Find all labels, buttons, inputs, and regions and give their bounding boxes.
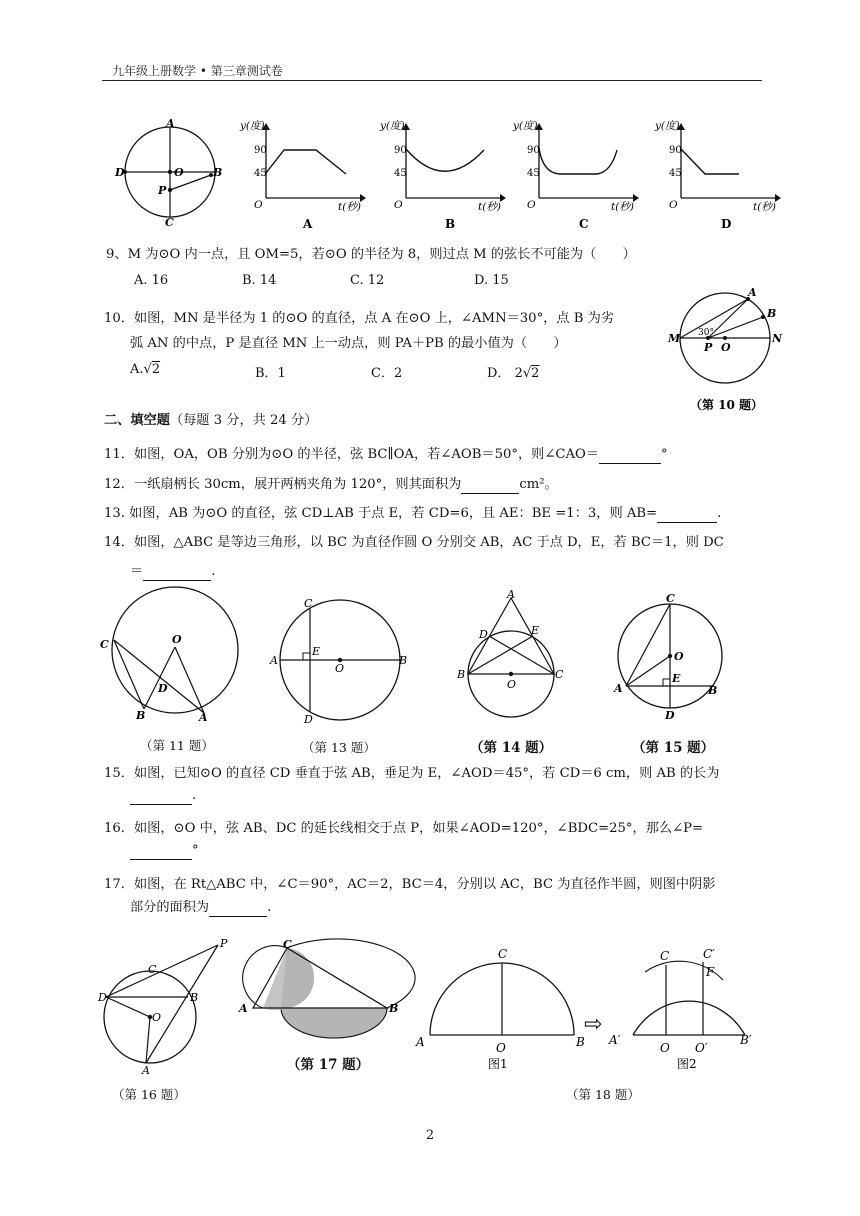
graph-option-a bbox=[240, 118, 365, 233]
q18-figure-2 bbox=[605, 940, 765, 1071]
graph-d-xlabel: t(秒) bbox=[753, 201, 776, 213]
graph-option-c bbox=[513, 118, 638, 233]
svg-text:B′: B′ bbox=[740, 1033, 752, 1047]
svg-text:A: A bbox=[239, 1002, 248, 1015]
q11-figure bbox=[100, 585, 250, 725]
q15-figure bbox=[612, 590, 732, 725]
graph-d-origin: O bbox=[669, 199, 678, 211]
q11-text: 11．如图，OA，OB 分别为⊙O 的半径，弦 BC∥OA，若∠AOB＝50°，则∠CAO＝ ° bbox=[104, 447, 668, 462]
graph-a-tick-90: 90 bbox=[254, 145, 267, 156]
q15-line2: . bbox=[130, 787, 196, 805]
fig10-angle-label: 30° bbox=[698, 328, 714, 338]
q18-figure-1 bbox=[412, 940, 597, 1071]
svg-text:C: C bbox=[100, 638, 109, 651]
right-arrow-icon: ⇨ bbox=[584, 1012, 603, 1037]
svg-text:B: B bbox=[399, 654, 408, 667]
graph-b-ylabel: y(度) bbox=[380, 120, 405, 132]
fig10-label-n: N bbox=[772, 332, 783, 345]
graph-d-tick-45: 45 bbox=[669, 168, 682, 179]
q13-caption: （第 13 题） bbox=[302, 740, 376, 755]
svg-text:O: O bbox=[172, 633, 182, 646]
svg-text:E: E bbox=[312, 645, 321, 658]
fig9-label-o: O bbox=[174, 166, 184, 179]
svg-text:O: O bbox=[152, 1011, 162, 1024]
fig9-label-d: D bbox=[115, 166, 125, 179]
graph-c-xlabel: t(秒) bbox=[611, 201, 634, 213]
svg-text:O: O bbox=[660, 1041, 670, 1055]
fig10-label-p: P bbox=[704, 341, 713, 354]
svg-text:B: B bbox=[190, 991, 199, 1004]
graph-option-b bbox=[380, 118, 505, 233]
q9-option-a: A. 16 bbox=[134, 273, 169, 288]
fig9-label-b: B bbox=[213, 166, 223, 179]
q9-option-c: C. 12 bbox=[350, 273, 385, 288]
svg-text:O: O bbox=[507, 678, 517, 691]
svg-text:D: D bbox=[98, 991, 107, 1004]
svg-text:C: C bbox=[666, 592, 675, 605]
svg-text:A: A bbox=[270, 654, 278, 667]
svg-text:A: A bbox=[142, 1064, 150, 1077]
svg-text:D: D bbox=[665, 709, 675, 722]
svg-text:B: B bbox=[136, 709, 146, 722]
graph-c-tick-45: 45 bbox=[527, 168, 540, 179]
q9-text: 9、M 为⊙O 内一点，且 OM=5，若⊙O 的半径为 8，则过点 M 的弦长不可能为（ ） bbox=[106, 247, 636, 262]
svg-text:O′: O′ bbox=[695, 1041, 708, 1055]
graph-d-ylabel: y(度) bbox=[655, 120, 680, 132]
svg-text:P: P bbox=[220, 937, 228, 950]
graph-a-xlabel: t(秒) bbox=[338, 201, 361, 213]
svg-text:D: D bbox=[479, 628, 488, 641]
graph-b-xlabel: t(秒) bbox=[478, 201, 501, 213]
svg-text:A: A bbox=[507, 588, 515, 601]
graph-b-tick-45: 45 bbox=[394, 168, 407, 179]
header-title: 九年级上册数学 • 第三章测试卷 bbox=[112, 64, 283, 78]
graph-a-option: A bbox=[303, 217, 313, 231]
svg-text:B: B bbox=[708, 684, 718, 697]
q17-caption: （第 17 题） bbox=[287, 1057, 370, 1073]
graph-b-tick-90: 90 bbox=[394, 145, 407, 156]
svg-text:B: B bbox=[576, 1035, 585, 1049]
q14-line1: 14．如图，△ABC 是等边三角形，以 BC 为直径作圆 O 分别交 AB，AC 于点 D，E，若 BC＝1，则 DC bbox=[104, 535, 724, 550]
fig10-label-m: M bbox=[668, 332, 681, 345]
q18-caption: （第 18 题） bbox=[566, 1087, 640, 1102]
graph-a-ylabel: y(度) bbox=[240, 120, 265, 132]
graph-c-tick-90: 90 bbox=[527, 145, 540, 156]
section2-heading: 二、填空题（每题 3 分，共 24 分） bbox=[104, 413, 318, 428]
fig10-label-o: O bbox=[721, 341, 731, 354]
graph-a-tick-45: 45 bbox=[254, 168, 267, 179]
svg-text:C: C bbox=[283, 938, 292, 951]
svg-text:C: C bbox=[555, 668, 564, 681]
svg-text:A: A bbox=[199, 711, 208, 724]
q16-figure bbox=[96, 935, 231, 1077]
svg-text:C: C bbox=[498, 947, 508, 961]
q16-caption: （第 16 题） bbox=[112, 1087, 186, 1102]
q10-option-d: D． 2√2 bbox=[487, 366, 540, 381]
graph-b-option: B bbox=[445, 217, 456, 231]
svg-text:B: B bbox=[389, 1002, 399, 1015]
svg-text:C: C bbox=[660, 949, 670, 963]
svg-text:E: E bbox=[672, 672, 681, 685]
graph-c-ylabel: y(度) bbox=[513, 120, 538, 132]
svg-text:A: A bbox=[416, 1035, 425, 1049]
q10-line2: 弧 AN 的中点，P 是直径 MN 上一动点，则 PA＋PB 的最小值为（ ） bbox=[130, 336, 567, 351]
q10-figure bbox=[668, 285, 798, 412]
svg-text:O: O bbox=[674, 650, 684, 663]
graph-c-option: C bbox=[579, 217, 589, 231]
q16-line2: ° bbox=[130, 842, 199, 860]
q9-option-b: B. 14 bbox=[242, 273, 277, 288]
svg-text:A: A bbox=[614, 682, 623, 695]
q14-line2: ＝ . bbox=[130, 564, 216, 579]
fig10-label-b: B bbox=[767, 307, 777, 320]
q8-circle-figure bbox=[112, 118, 222, 228]
svg-text:A′: A′ bbox=[609, 1033, 621, 1047]
q14-caption: （第 14 题） bbox=[470, 740, 553, 756]
graph-d-option: D bbox=[721, 217, 732, 231]
svg-text:O: O bbox=[496, 1041, 506, 1055]
q10-caption: （第 10 题） bbox=[690, 398, 764, 412]
q12-text: 12．一纸扇柄长 30cm，展开两柄夹角为 120°，则其面积为 cm²。 bbox=[104, 477, 558, 492]
q17-line1: 17．如图，在 Rt△ABC 中，∠C＝90°，AC＝2，BC＝4，分别以 AC，BC 为直径作半圆，则图中阴影 bbox=[104, 877, 716, 892]
graph-b-origin: O bbox=[394, 199, 403, 211]
svg-text:B: B bbox=[457, 668, 466, 681]
page-number: 2 bbox=[425, 1128, 435, 1143]
q18-fig1-label: 图1 bbox=[488, 1057, 508, 1071]
q13-figure bbox=[268, 597, 413, 727]
svg-text:C: C bbox=[304, 597, 313, 610]
q17-line2: 部分的面积为 . bbox=[130, 900, 272, 915]
q18-fig2-label: 图2 bbox=[677, 1057, 697, 1071]
q14-figure bbox=[455, 588, 570, 723]
svg-text:O: O bbox=[335, 662, 345, 675]
fig9-label-p: P bbox=[158, 184, 167, 197]
graph-d-tick-90: 90 bbox=[669, 145, 682, 156]
svg-text:E: E bbox=[531, 624, 540, 637]
fig9-label-a: A bbox=[166, 117, 175, 130]
q10-line1: 10．如图，MN 是半径为 1 的⊙O 的直径，点 A 在⊙O 上，∠AMN＝30°，点 B 为劣 bbox=[104, 311, 614, 326]
graph-option-d bbox=[655, 118, 780, 233]
graph-c-origin: O bbox=[527, 199, 536, 211]
q13-text: 13. 如图，AB 为⊙O 的直径，弦 CD⊥AB 于点 E，若 CD=6，且 AE：BE =1：3，则 AB= . bbox=[104, 506, 722, 521]
svg-text:D: D bbox=[158, 682, 168, 695]
q16-line1: 16．如图，⊙O 中，弦 AB、DC 的延长线相交于点 P，如果∠AOD=120°，∠BDC=25°，那么∠P= bbox=[104, 821, 704, 836]
fig9-label-c: C bbox=[165, 216, 174, 229]
q10-option-a: A.√2 bbox=[130, 362, 161, 377]
graph-a-origin: O bbox=[254, 199, 263, 211]
q15-line1: 15．如图，已知⊙O 的直径 CD 垂直于弦 AB，垂足为 E，∠AOD＝45°，若 CD＝6 cm，则 AB 的长为 bbox=[104, 766, 720, 781]
q11-caption: （第 11 题） bbox=[140, 738, 214, 753]
fig10-label-a: A bbox=[748, 286, 757, 299]
q10-option-b: B．1 bbox=[255, 366, 286, 381]
svg-text:C: C bbox=[148, 963, 157, 976]
header-rule bbox=[102, 80, 762, 81]
svg-text:D: D bbox=[304, 713, 313, 726]
svg-text:F: F bbox=[706, 965, 715, 979]
q9-option-d: D. 15 bbox=[474, 273, 509, 288]
svg-text:C′: C′ bbox=[703, 947, 715, 961]
q15-caption: （第 15 题） bbox=[632, 740, 715, 756]
q17-figure bbox=[235, 940, 400, 1040]
q10-option-c: C．2 bbox=[371, 366, 403, 381]
